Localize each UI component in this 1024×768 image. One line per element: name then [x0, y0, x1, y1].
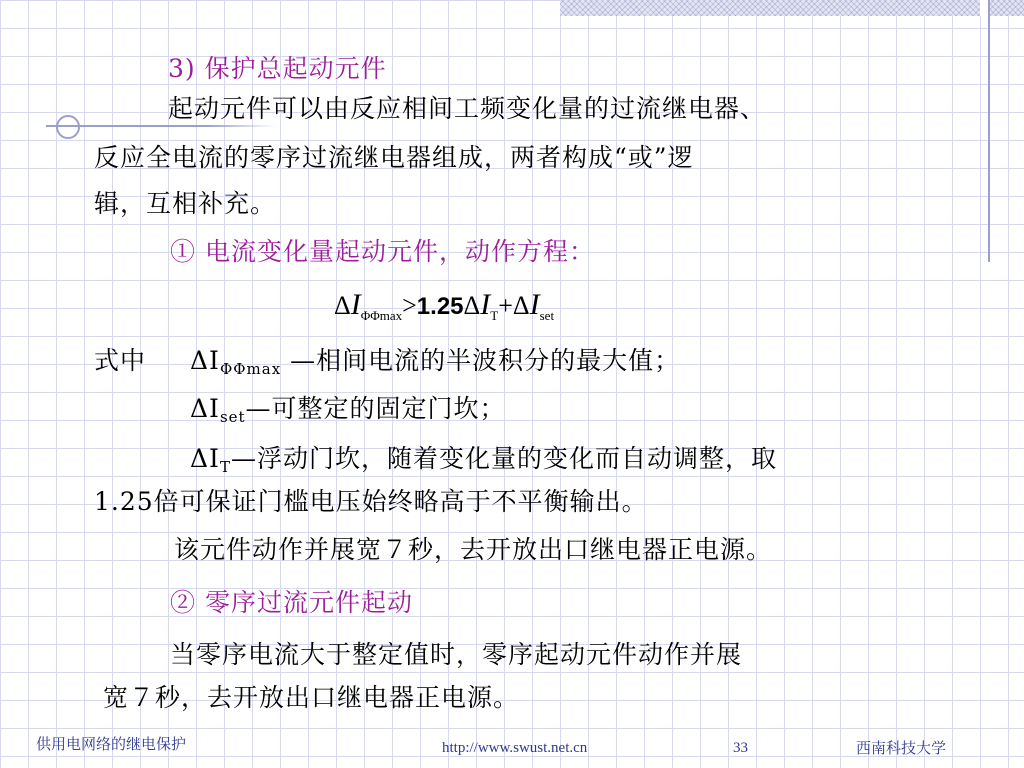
coefficient: 1.25 [416, 293, 464, 320]
definition-2-symbol: ΔI [190, 394, 220, 423]
current-var: I [529, 288, 540, 321]
footer-url: http://www.swust.net.cn [442, 740, 588, 756]
definition-3 [190, 446, 777, 475]
footer-page-number: 33 [733, 740, 748, 756]
delta-symbol: Δ [334, 291, 351, 320]
footer-university: 西南科技大学 [856, 739, 947, 757]
definition-3-continuation: 1.25倍可保证门槛电压始终略高于不平衡输出。 [94, 487, 648, 516]
definition-2-text: —可整定的固定门坎； [245, 394, 506, 423]
right-vertical-rule [988, 0, 990, 262]
definition-3-subscript: T [219, 458, 231, 476]
definition-1-subscript: ΦΦmax [219, 360, 282, 378]
definition-1-symbol: ΔI [190, 346, 220, 375]
subscript-set: set [539, 308, 555, 323]
intro-line-2: 反应全电流的零序过流继电器组成，两者构成“或”逻 [94, 143, 694, 172]
footer-course-title: 供用电网络的继电保护 [36, 735, 187, 753]
section-2-line-2: 宽７秒，去开放出口继电器正电源。 [103, 683, 520, 712]
definition-3-symbol: ΔI [190, 444, 220, 473]
current-var: I [480, 288, 491, 321]
subscript-t: T [490, 308, 499, 323]
subsection-title-2: ② 零序过流元件起动 [170, 588, 413, 617]
definition-prefix: 式中 [94, 346, 147, 375]
greater-than-sign: > [402, 291, 417, 320]
subscript-max: ΦΦmax [360, 308, 403, 323]
definition-3-text: —浮动门坎，随着变化量的变化而自动调整，取 [230, 444, 777, 473]
top-hatched-band [560, 0, 1024, 16]
plus-sign: + [498, 291, 513, 320]
intro-line-1: 起动元件可以由反应相间工频变化量的过流继电器、 [168, 94, 767, 123]
circle-ornament-icon [56, 115, 80, 139]
definition-1 [190, 348, 680, 377]
note-line: 该元件动作并展宽７秒，去开放出口继电器正电源。 [174, 535, 773, 564]
definition-1-text: —相间电流的半波积分的最大值； [281, 346, 681, 375]
section-heading: 3) 保护总起动元件 [168, 54, 387, 83]
current-var: I [350, 288, 361, 321]
left-horizontal-rule [46, 125, 276, 127]
delta-symbol: Δ [512, 291, 530, 320]
delta-symbol: Δ [463, 291, 481, 320]
action-equation [334, 288, 554, 322]
definition-2-subscript: set [219, 408, 246, 426]
subsection-title-1: ① 电流变化量起动元件，动作方程： [170, 237, 595, 266]
section-2-line-1: 当零序电流大于整定值时，零序起动元件动作并展 [170, 640, 743, 669]
intro-line-3: 辑，互相补充。 [94, 189, 277, 218]
top-hatched-band-right [990, 0, 1024, 16]
definition-2 [190, 396, 506, 425]
